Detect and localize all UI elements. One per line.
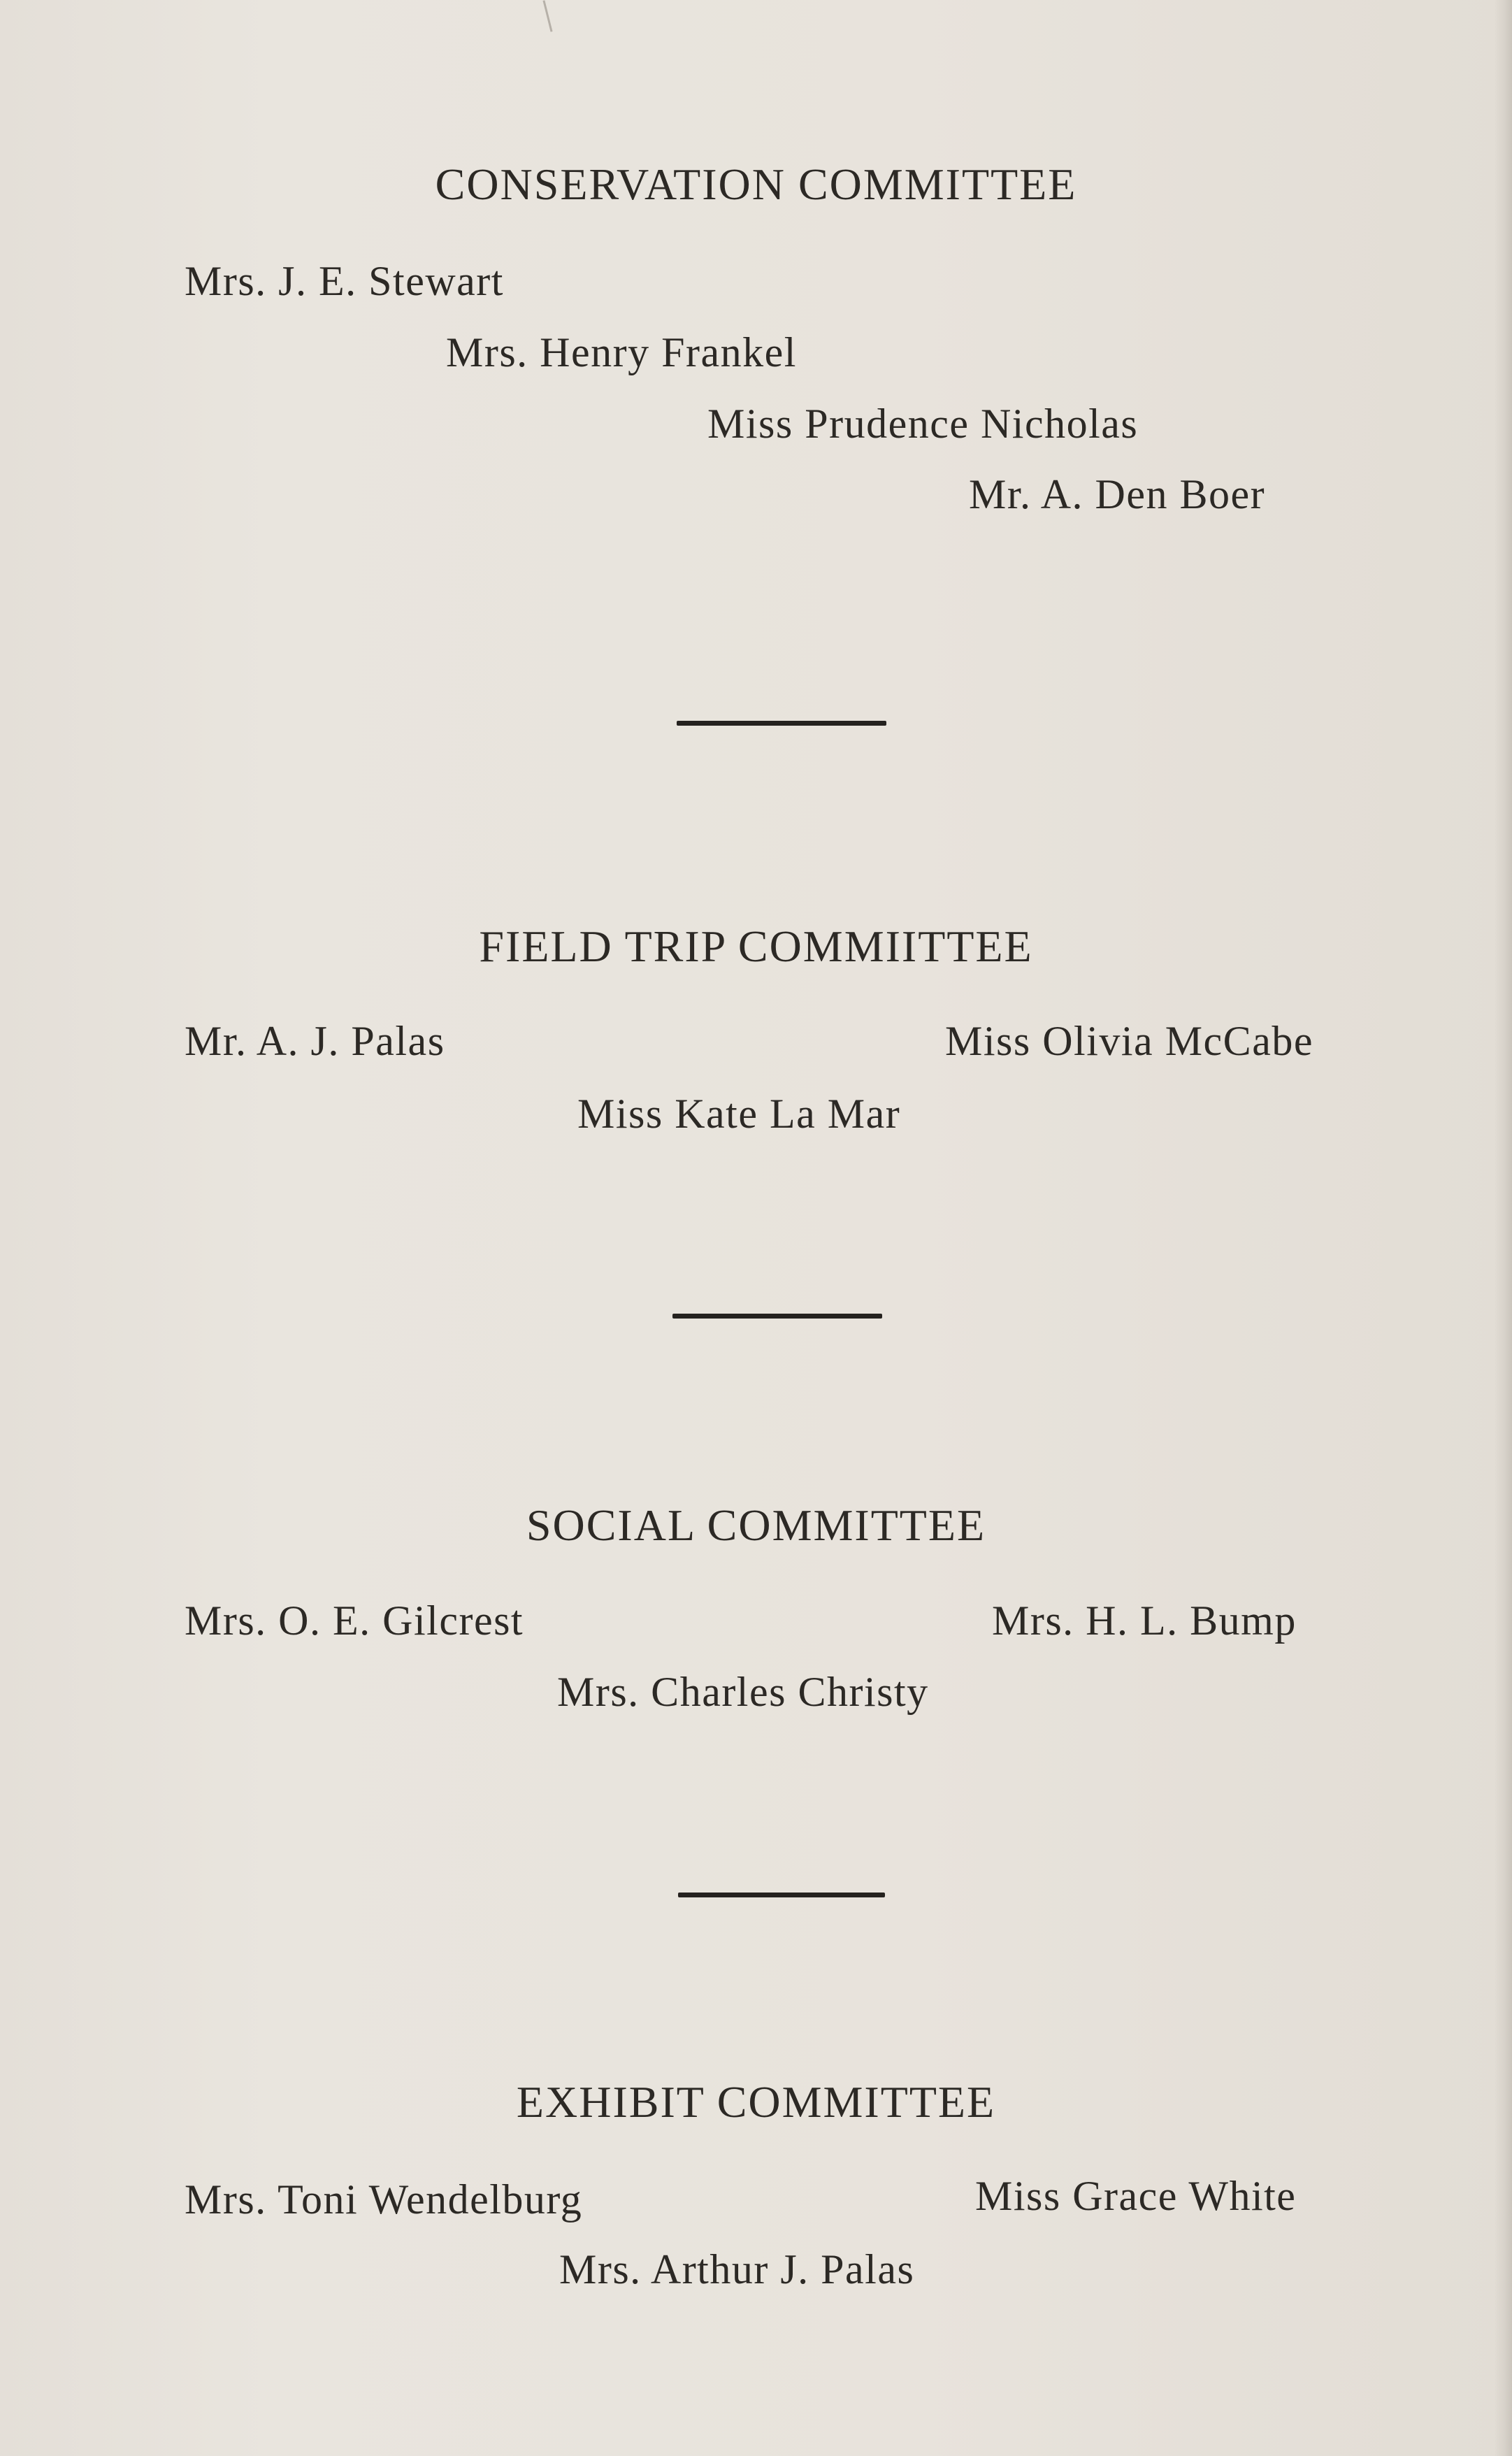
section-divider <box>678 1893 885 1897</box>
member-name: Miss Prudence Nicholas <box>707 401 1139 447</box>
exhibit-committee-heading: EXHIBIT COMMITTEE <box>516 2077 996 2127</box>
section-divider <box>672 1314 882 1319</box>
member-name: Miss Olivia McCabe <box>945 1018 1313 1064</box>
section-divider <box>677 721 886 726</box>
member-name: Mr. A. J. Palas <box>185 1018 445 1064</box>
social-committee-heading: SOCIAL COMMITTEE <box>526 1500 986 1550</box>
member-name: Mrs. Charles Christy <box>557 1669 929 1715</box>
field-trip-committee-heading: FIELD TRIP COMMIITTEE <box>479 921 1033 971</box>
member-name: Miss Grace White <box>975 2173 1297 2219</box>
member-name: Mr. A. Den Boer <box>969 471 1266 517</box>
member-name: Mrs. Toni Wendelburg <box>185 2176 583 2222</box>
member-name: Mrs. J. E. Stewart <box>185 258 504 304</box>
member-name: Mrs. O. E. Gilcrest <box>185 1597 524 1644</box>
member-name: Mrs. H. L. Bump <box>992 1597 1297 1644</box>
member-name: Mrs. Henry Frankel <box>446 329 797 375</box>
member-name: Miss Kate La Mar <box>577 1091 901 1137</box>
conservation-committee-heading: CONSERVATION COMMITTEE <box>435 159 1077 209</box>
member-name: Mrs. Arthur J. Palas <box>559 2246 915 2292</box>
fold-mark <box>542 0 552 31</box>
